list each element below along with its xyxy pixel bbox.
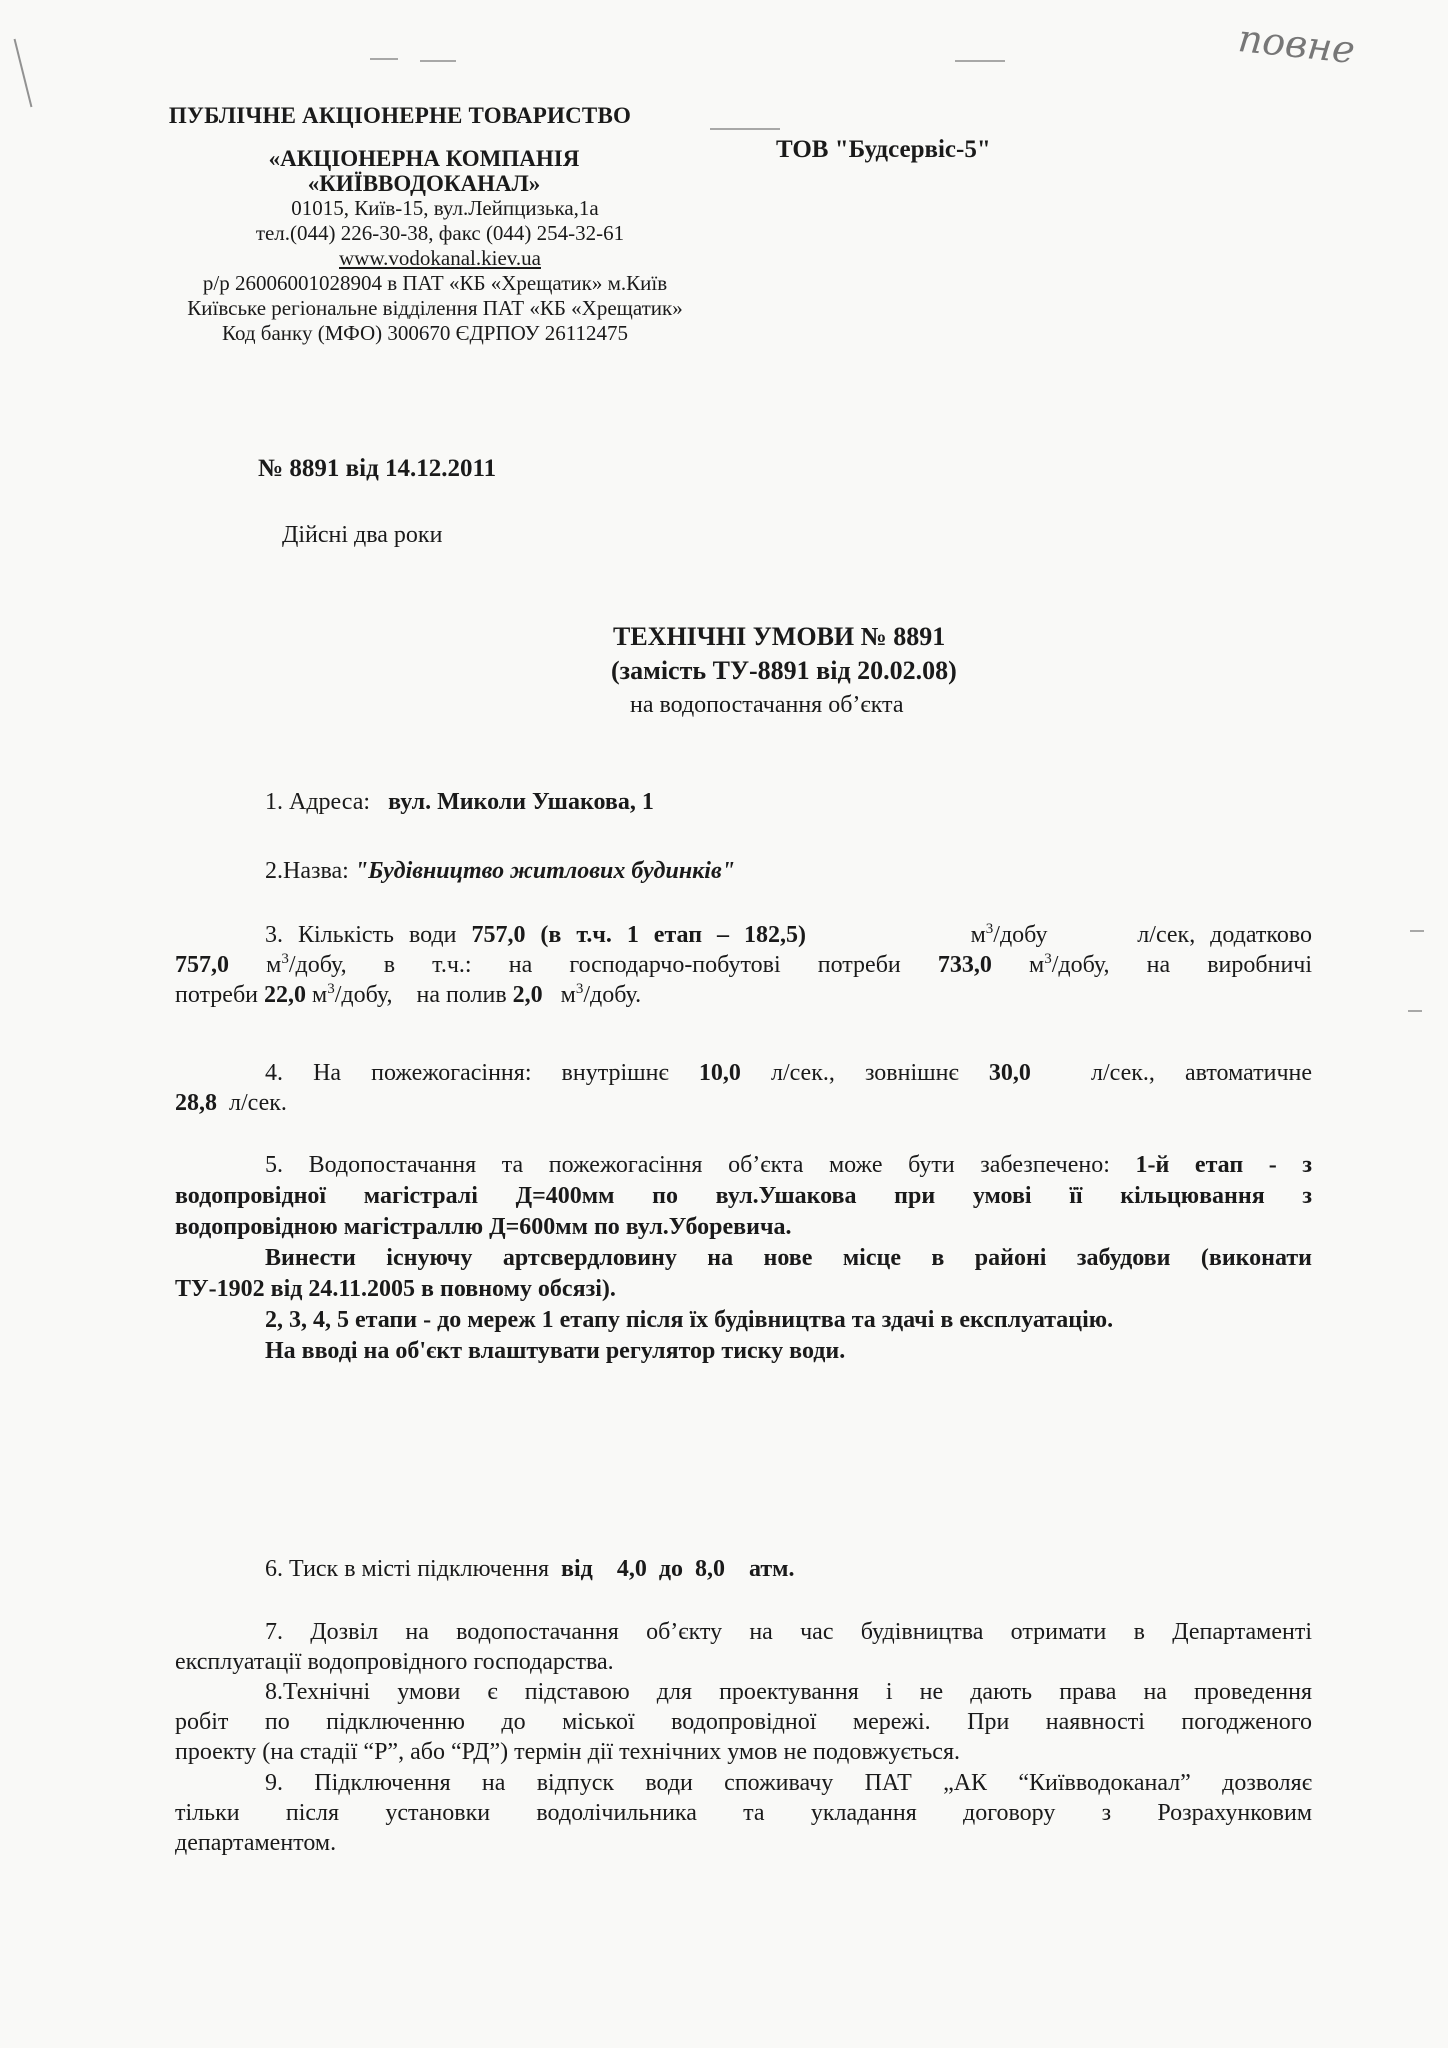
- item-3-unit-day-3: /добу,: [1051, 952, 1110, 978]
- company-phone: тел.(044) 226-30-38, факс (044) 254-32-61: [255, 221, 625, 245]
- item-8-line-2: робіт по підключенню до міської водопровідної мережі. При наявності погодженого: [175, 1709, 1312, 1735]
- item-3-watering-value: 2,0: [512, 982, 543, 1008]
- item-9-line-3: департаментом.: [175, 1830, 337, 1856]
- item-3-unit-m3-2: м: [266, 952, 282, 978]
- item-4-external-label: л/сек., зовнішнє: [770, 1060, 959, 1086]
- item-5-well-b: ТУ-1902 від 24.11.2005 в повному обсязі).: [175, 1276, 616, 1302]
- item-3-unit-day: /добу: [993, 922, 1048, 948]
- item-3-unit-m3-5: м: [560, 982, 576, 1008]
- item-7-line-1: 7. Дозвіл на водопостачання об’єкту на час будівництва отримати в Департаменті: [265, 1619, 1312, 1645]
- item-6-to-value: 8,0: [694, 1556, 725, 1582]
- item-5-stage1-a: 1-й етап - з: [1135, 1152, 1313, 1178]
- scan-speck: [1410, 930, 1424, 932]
- company-line-1: ПУБЛІЧНЕ АКЦІОНЕРНЕ ТОВАРИСТВО: [168, 103, 632, 128]
- doc-title: ТЕХНІЧНІ УМОВИ № 8891: [613, 622, 946, 651]
- item-3-unit-m3-3: м: [1029, 952, 1045, 978]
- item-3-household-value: 733,0: [937, 952, 992, 978]
- item-6-label: 6. Тиск в місті підключення: [265, 1556, 550, 1582]
- item-8-line-3: проекту (на стадії “Р”, або “РД”) термін дії технічних умов не подовжується.: [175, 1739, 960, 1765]
- item-3-incl: в т.ч.:: [383, 952, 472, 978]
- item-1-label: 1. Адреса:: [265, 789, 371, 815]
- item-8: [175, 1677, 1312, 1767]
- item-3-sup-2: 3: [281, 951, 289, 967]
- item-6-unit: атм.: [748, 1556, 795, 1582]
- item-6-to: до: [658, 1556, 683, 1582]
- item-3-sup-4: 3: [327, 981, 335, 997]
- scan-mark-left: [14, 39, 33, 107]
- scan-speck: [710, 128, 780, 130]
- item-3-sup-3: 3: [1044, 951, 1052, 967]
- item-5-intro: 5. Водопостачання та пожежогасіння об’єкта може бути забезпечено:: [265, 1152, 1110, 1178]
- doc-number: № 8891 від 14.12.2011: [258, 455, 497, 482]
- item-6-from-value: 4,0: [616, 1556, 647, 1582]
- handwritten-note: повне: [1236, 16, 1357, 72]
- item-3-production-value: 22,0: [264, 982, 307, 1008]
- scan-speck: [420, 60, 456, 62]
- item-6-from: від: [561, 1556, 593, 1582]
- item-3-unit-day-4: /добу,: [334, 982, 393, 1008]
- item-5: [175, 1150, 1312, 1367]
- company-line-3: «КИЇВВОДОКАНАЛ»: [307, 171, 541, 196]
- item-5-stage1-c: водопровідною магістраллю Д=600мм по вул.Уборевича.: [175, 1214, 792, 1240]
- scan-speck: [1408, 1010, 1422, 1012]
- item-5-well-a: Винести існуючу артсвердловину на нове місце в районі забудови (виконати: [265, 1245, 1312, 1271]
- item-2: [265, 858, 735, 885]
- company-bank-code: Код банку (МФО) 300670 ЄДРПОУ 26112475: [222, 321, 628, 345]
- item-5-stage1-b: водопровідної магістралі Д=400мм по вул.Ушакова при умові її кільцювання з: [175, 1183, 1312, 1209]
- company-address: 01015, Київ-15, вул.Лейпцизька,1а: [291, 196, 599, 220]
- item-9: [175, 1768, 1312, 1858]
- item-4-external: 30,0: [988, 1060, 1031, 1086]
- item-3-extra: 757,0: [175, 952, 229, 978]
- item-3-unit-m3: м: [970, 922, 986, 948]
- item-2-label: 2.Назва:: [265, 858, 349, 884]
- doc-title-subject: на водопостачання об’єкта: [630, 692, 904, 718]
- item-4-unit: л/сек.: [229, 1090, 287, 1116]
- item-6: [265, 1556, 794, 1583]
- doc-title-replaces: (замість ТУ-8891 від 20.02.08): [611, 656, 957, 685]
- item-3-sup-5: 3: [575, 981, 584, 997]
- validity: Дійсні два роки: [282, 522, 443, 548]
- item-3-unit-lsec: л/сек, додатково: [1137, 922, 1313, 948]
- item-3-unit-m3-4: м: [312, 982, 328, 1008]
- item-3-total: 757,0 (в т.ч. 1 етап – 182,5): [471, 922, 806, 948]
- item-7: [175, 1617, 1312, 1677]
- item-2-name: "Будівництво житлових будинків": [354, 858, 736, 884]
- item-3-sup: 3: [985, 921, 994, 937]
- item-4-internal: 10,0: [698, 1060, 741, 1086]
- item-3-production-word: потреби: [175, 982, 259, 1008]
- item-7-line-2: експлуатації водопровідного господарства.: [175, 1649, 614, 1675]
- scan-speck: [370, 58, 398, 60]
- recipient: ТОВ "Будсервіс-5": [776, 136, 991, 163]
- item-4-label: 4. На пожежогасіння: внутрішнє: [265, 1060, 669, 1086]
- company-website: www.vodokanal.kiev.ua: [339, 246, 541, 270]
- item-3-unit-day-5: /добу.: [583, 982, 642, 1008]
- company-branch: Київське регіональне відділення ПАТ «КБ «Хрещатик»: [187, 296, 683, 320]
- item-3-label: 3. Кількість води: [265, 922, 457, 948]
- item-1: [265, 789, 654, 816]
- item-3-household-label: на господарчо-побутові потреби: [508, 952, 901, 978]
- item-3-watering-label: на полив: [416, 982, 507, 1008]
- item-9-line-1: 9. Підключення на відпуск води споживачу ПАТ „АК “Київводоканал” дозволяє: [265, 1770, 1312, 1796]
- item-8-line-1: 8.Технічні умови є підставою для проектування і не дають права на проведення: [265, 1679, 1312, 1705]
- scan-speck: [955, 60, 1005, 62]
- item-3-production-label: на виробничі: [1146, 952, 1313, 978]
- letterhead: [90, 103, 710, 346]
- item-1-address: вул. Миколи Ушакова, 1: [388, 789, 654, 815]
- item-4: [175, 1058, 1312, 1118]
- item-5-stages: 2, 3, 4, 5 етапи - до мереж 1 етапу після їх будівництва та здачі в експлуатацію.: [265, 1307, 1114, 1333]
- item-5-regulator: На вводі на об'єкт влаштувати регулятор тиску води.: [265, 1338, 846, 1364]
- company-account: р/р 26006001028904 в ПАТ «КБ «Хрещатик» м.Київ: [202, 271, 668, 295]
- item-9-line-2: тільки після установки водолічильника та укладання договору з Розрахунковим: [175, 1800, 1312, 1826]
- item-3: [175, 920, 1312, 1010]
- company-line-2: «АКЦІОНЕРНА КОМПАНІЯ: [268, 146, 580, 171]
- item-4-auto-label: л/сек., автоматичне: [1091, 1060, 1313, 1086]
- item-4-automatic: 28,8: [175, 1090, 217, 1116]
- item-3-unit-day-2: /добу,: [288, 952, 347, 978]
